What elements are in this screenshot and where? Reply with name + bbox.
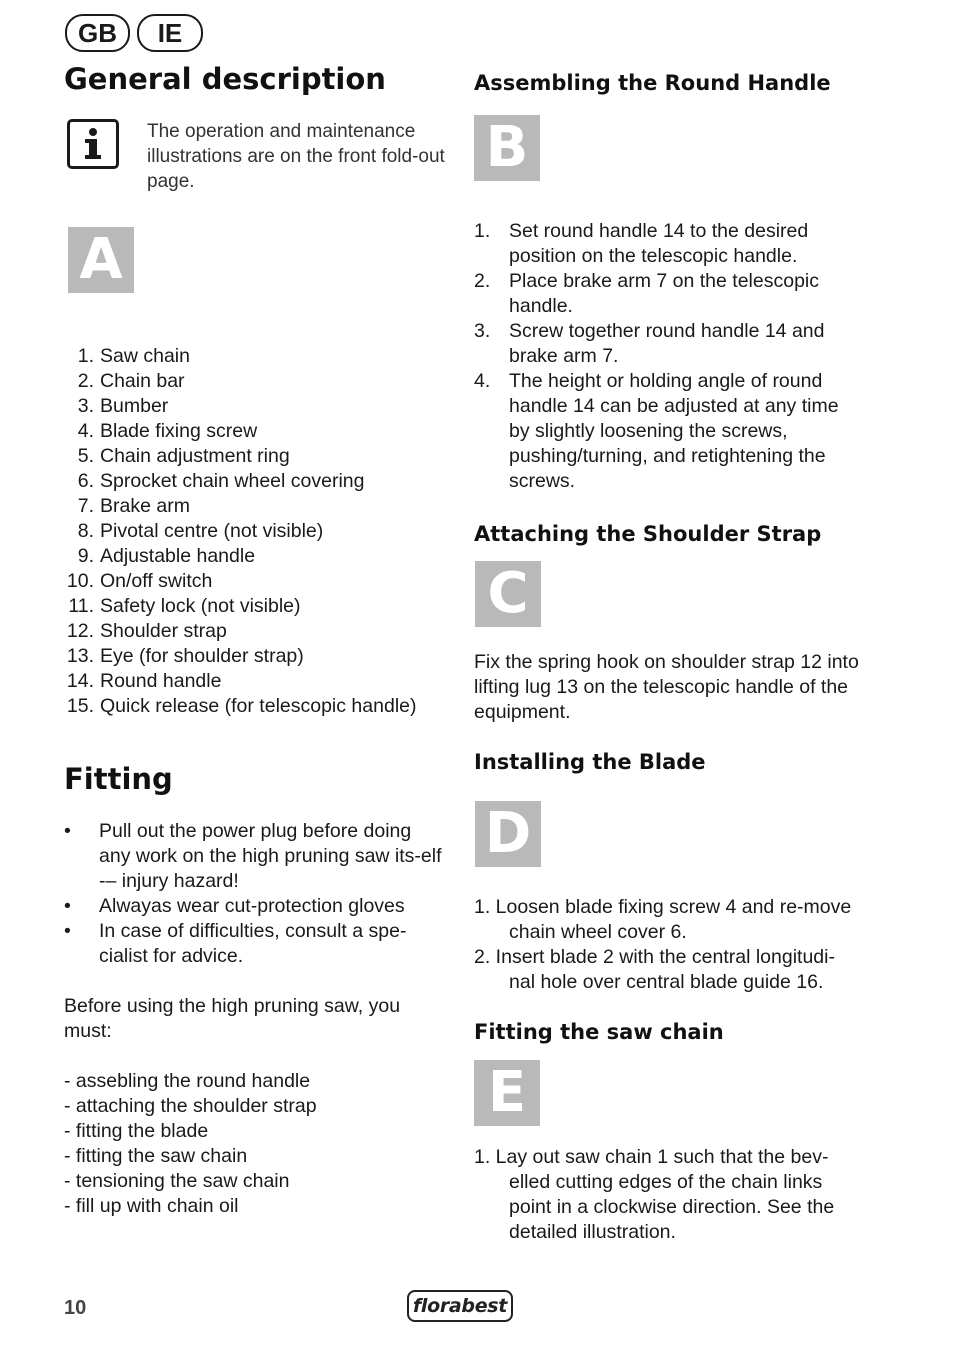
list-item: 2. Place brake arm 7 on the telescopic handle. [474, 270, 820, 317]
figure-label-c: C [475, 561, 541, 627]
blade-steps [474, 895, 859, 995]
list-item: • Alwayas wear cut-protection gloves [64, 895, 405, 917]
list-item: 8. Pivotal centre (not visible) [77, 520, 324, 542]
parts-list [64, 344, 417, 719]
list-item: • Pull out the power plug before doing any work on the high pruning saw its-elf -– injury hazard! [64, 820, 442, 892]
language-badge-gb: GB [65, 14, 130, 52]
list-item: - fitting the saw chain [64, 1145, 248, 1167]
info-text: The operation and maintenance illustrations are on the front fold-out page. [147, 121, 445, 192]
list-item: 14. Round handle [66, 670, 222, 692]
brand-logo-text: florabest [412, 1295, 508, 1317]
list-item: 5. Chain adjustment ring [77, 445, 290, 467]
list-item: 15. Quick release (for telescopic handle) [66, 695, 417, 717]
safety-bullets [64, 819, 444, 969]
list-item: 2. Chain bar [77, 370, 185, 392]
section-title-round-handle: Assembling the Round Handle [474, 71, 831, 95]
figure-label-b: B [474, 115, 540, 181]
section-title-general-description: General description [64, 62, 386, 96]
list-item: 1. Saw chain [77, 345, 190, 367]
list-item: 6. Sprocket chain wheel covering [77, 470, 365, 492]
language-badge-ie: IE [137, 14, 203, 52]
list-item: - fill up with chain oil [64, 1195, 239, 1217]
saw-chain-steps [474, 1145, 859, 1245]
section-title-saw-chain: Fitting the saw chain [474, 1020, 724, 1044]
list-item: - attaching the shoulder strap [64, 1095, 317, 1117]
list-item: • In case of difficulties, consult a spe-cialist for advice. [64, 920, 407, 967]
list-item: 1. Lay out saw chain 1 such that the bev-elled cutting edges of the chain links point in a clockwise direction. See the detailed illustration. [474, 1146, 835, 1243]
shoulder-strap-text: Fix the spring hook on shoulder strap 12 into lifting lug 13 on the telescopic handle of the equipment. [474, 651, 859, 723]
figure-label-e: E [474, 1060, 540, 1126]
before-use-text: Before using the high pruning saw, you must: [64, 995, 401, 1042]
info-icon [67, 119, 119, 169]
section-title-shoulder-strap: Attaching the Shoulder Strap [474, 522, 822, 546]
brand-logo [407, 1290, 513, 1322]
steps-list [64, 1069, 317, 1219]
list-item: 7. Brake arm [77, 495, 190, 517]
list-item: 4. Blade fixing screw [77, 420, 258, 442]
section-title-fitting: Fitting [64, 762, 173, 796]
list-item: 3. Screw together round handle 14 and brake arm 7. [474, 320, 825, 367]
list-item: 13. Eye (for shoulder strap) [66, 645, 304, 667]
figure-label-a: A [68, 227, 134, 293]
list-item: 10. On/off switch [66, 570, 213, 592]
list-item: - assebling the round handle [64, 1070, 311, 1092]
list-item: 1. Loosen blade fixing screw 4 and re-move chain wheel cover 6. [474, 896, 852, 943]
list-item: 1. Set round handle 14 to the desired position on the telescopic handle. [474, 220, 809, 267]
list-item: 12. Shoulder strap [66, 620, 227, 642]
list-item: 11. Safety lock (not visible) [68, 595, 301, 617]
section-title-installing-blade: Installing the Blade [474, 750, 706, 774]
list-item: 3. Bumber [77, 395, 169, 417]
list-item: - fitting the blade [64, 1120, 209, 1142]
round-handle-steps [474, 219, 859, 494]
list-item: - tensioning the saw chain [64, 1170, 290, 1192]
page-number: 10 [64, 1297, 87, 1319]
list-item: 2. Insert blade 2 with the central longitudi-nal hole over central blade guide 16. [474, 946, 835, 993]
list-item: 9. Adjustable handle [77, 545, 256, 567]
figure-label-d: D [475, 801, 541, 867]
list-item: 4. The height or holding angle of round handle 14 can be adjusted at any time by slightly loosening the screws, pushing/turning, and retightening the screws. [474, 370, 839, 492]
